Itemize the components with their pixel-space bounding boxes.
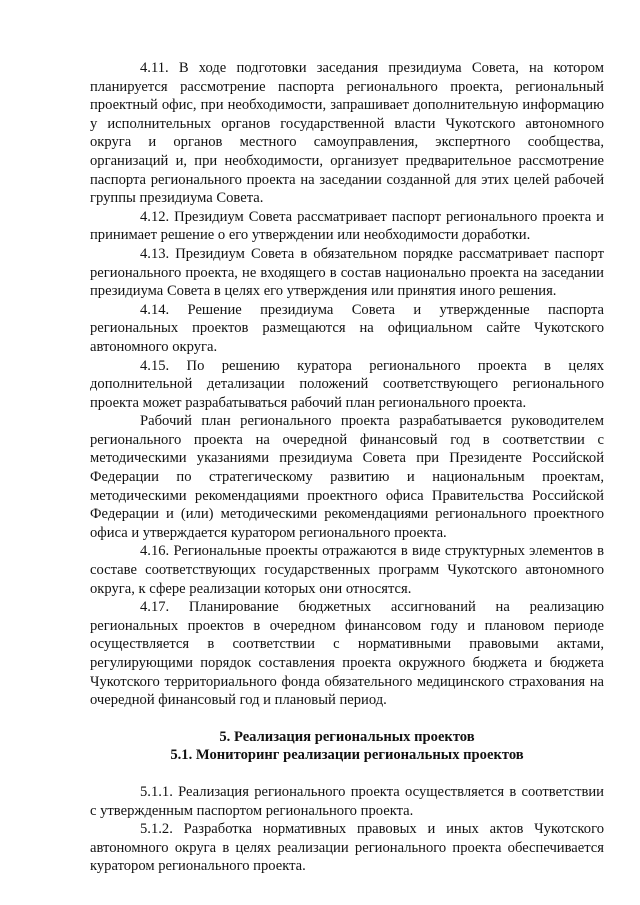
paragraph-4-17: 4.17. Планирование бюджетных ассигнований на реализацию региональных проектов в очередном финансовом году и плановом периоде осуществляется в соответствии с нормативными правовыми актами, регулирующими порядок составления проекта окружного бюджета и бюджета Чукотского территориального фонда обязательного медицинского страхования на очередной финансовый год и плановый период. xyxy=(90,599,604,709)
paragraph-4-11: 4.11. В ходе подготовки заседания президиума Совета, на котором планируется рассмотрение паспорта регионального проекта, региональный проектный офис, при необходимости, запрашивает дополнительную информацию у исполнительных органов государственной власти Чукотского автономного округа и органов местного самоуправления, экспертного сообщества, организаций и, при необходимости, организует предварительное рассмотрение паспорта регионального проекта на заседании созданной для этих целей рабочей группы президиума Совета. xyxy=(90,60,604,207)
paragraph-4-13: 4.13. Президиум Совета в обязательном порядке рассматривает паспорт регионального проекта, не входящего в состав национально проекта на заседании президиума Совета в целях его утверждения или принятия иного решения. xyxy=(90,245,604,300)
paragraph-4-15: 4.15. По решению куратора регионального проекта в целях дополнительной детализации положений соответствующего регионального проекта может разрабатываться рабочий план регионального проекта. xyxy=(90,357,604,411)
paragraph-5-1-1: 5.1.1. Реализация регионального проекта осуществляется в соответствии с утвержденным паспортом регионального проекта. xyxy=(90,783,604,819)
paragraph-4-14: 4.14. Решение президиума Совета и утвержденные паспорта региональных проектов размещаются на официальном сайте Чукотского автономного округа. xyxy=(90,301,604,355)
paragraph-4-16: 4.16. Региональные проекты отражаются в виде структурных элементов в составе соответствующих государственных программ Чукотского автономного округа, к сфере реализации которых они относятся. xyxy=(90,543,604,597)
paragraph-work-plan: Рабочий план регионального проекта разрабатывается руководителем регионального проекта на очередной финансовый год в соответствии с методическими указаниями президиума Совета при Президенте Российской Федерации по стратегическому развитию и национальным проектам, методическими рекомендациями проектного офиса Правительства Российской Федерации и (или) методическими рекомендациями регионального проектного офиса и утверждается куратором регионального проекта. xyxy=(90,413,604,541)
paragraph-5-1-2: 5.1.2. Разработка нормативных правовых и иных актов Чукотского автономного округа в целях реализации регионального проекта обеспечивается куратором регионального проекта. xyxy=(90,821,604,875)
section-heading: 5. Реализация региональных проектов xyxy=(219,728,475,745)
subsection-heading: 5.1. Мониторинг реализации региональных проектов xyxy=(170,747,524,764)
paragraph-4-12: 4.12. Президиум Совета рассматривает паспорт регионального проекта и принимает решение о его утверждении или необходимости доработки. xyxy=(90,208,604,244)
document-page xyxy=(90,59,604,876)
